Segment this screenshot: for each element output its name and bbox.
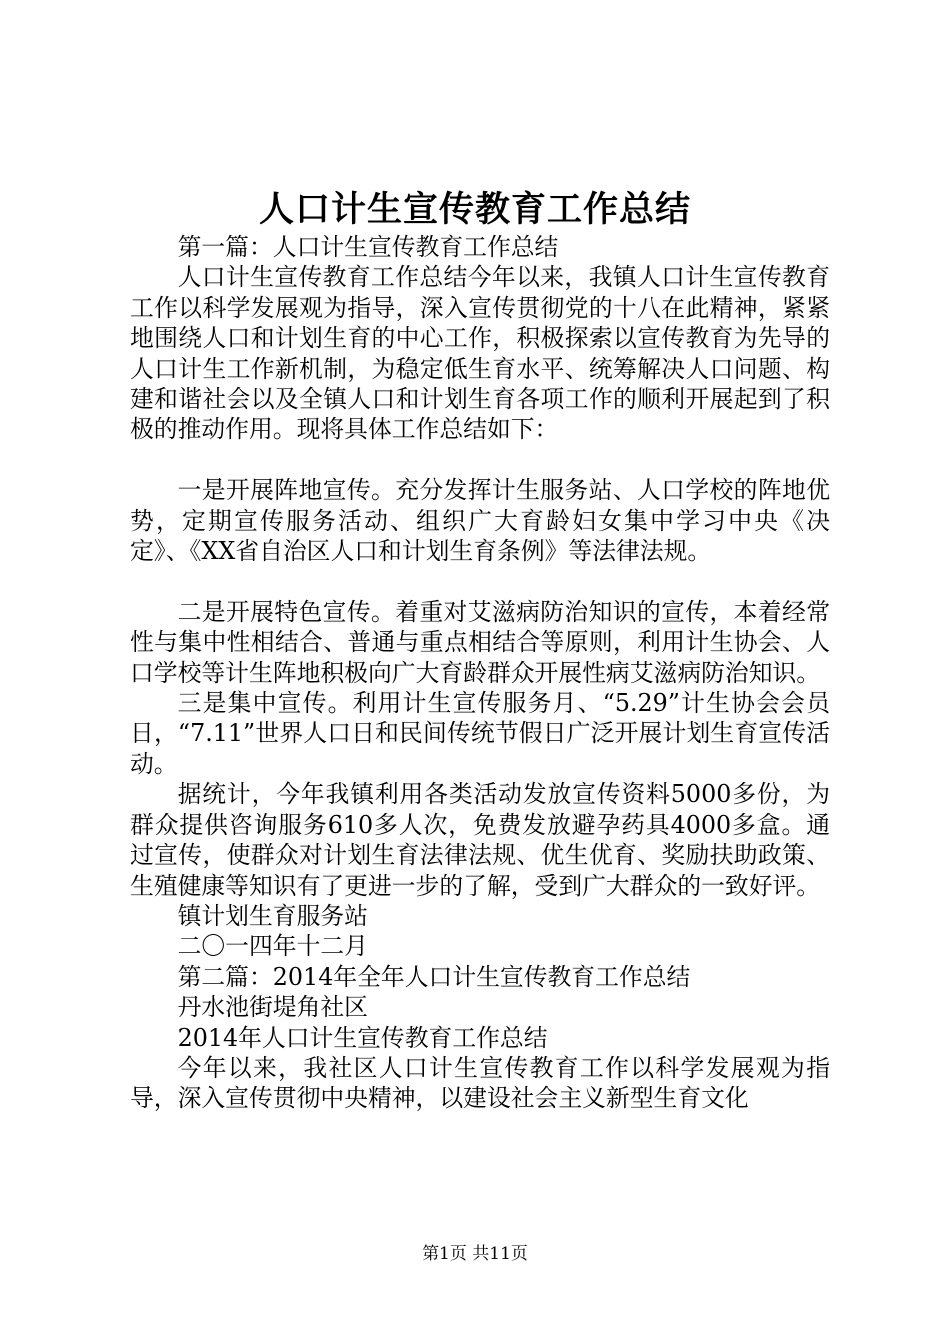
subsection-title: 2014年人口计生宣传教育工作总结 [177,1023,548,1052]
paragraph-item-1: 一是开展阵地宣传。充分发挥计生服务站、人口学校的阵地优势，定期宣传服务活动、组织广大育龄妇女集中学习中央《决定》、《XX省自治区人口和计划生育条例》等法律法规。 [130,476,830,566]
paragraph-section-2-intro: 今年以来，我社区人口计生宣传教育工作以科学发展观为指导，深入宣传贯彻中央精神，以建设社会主义新型生育文化 [130,1053,830,1113]
signature-organization: 镇计划生育服务站 [177,901,368,930]
paragraph-item-2: 二是开展特色宣传。着重对艾滋病防治知识的宣传，本着经常性与集中性相结合、普通与重点相结合等原则，利用计生协会、人口学校等计生阵地积极向广大育龄群众开展性病艾滋病防治知识。 [130,597,830,687]
signature-date: 二〇一四年十二月 [177,932,368,961]
community-name: 丹水池街堤角社区 [177,993,368,1022]
document-body [130,232,830,1114]
paragraph-item-3: 三是集中宣传。利用计生宣传服务月、“5.29”计生协会会员日，“7.11”世界人口日和民间传统节假日广泛开展计划生育宣传活动。 [130,689,830,778]
document-title: 人口计生宣传教育工作总结 [258,189,691,230]
paragraph-statistics: 据统计，今年我镇利用各类活动发放宣传资料5000多份，为群众提供咨询服务610多人次，免费发放避孕药具4000多盒。通过宣传，使群众对计划生育法律法规、优生优育、奖励扶助政策、生殖健康等知识有了更进一步的了解，受到广大群众的一致好评。 [130,780,830,900]
section-heading-1: 第一篇：人口计生宣传教育工作总结 [177,233,559,261]
section-heading-2: 第二篇：2014年全年人口计生宣传教育工作总结 [177,962,691,991]
paragraph-intro: 人口计生宣传教育工作总结今年以来，我镇人口计生宣传教育工作以科学发展观为指导，深入宣传贯彻党的十八在此精神，紧紧地围绕人口和计划生育的中心工作，积极探索以宣传教育为先导的人口计生工作新机制，为稳定低生育水平、统筹解决人口问题、构建和谐社会以及全镇人口和计划生育各项工作的顺利开展起到了积极的推动作用。现将具体工作总结如下： [130,263,830,444]
page-number-footer: 第1页 共11页 [422,1244,528,1264]
